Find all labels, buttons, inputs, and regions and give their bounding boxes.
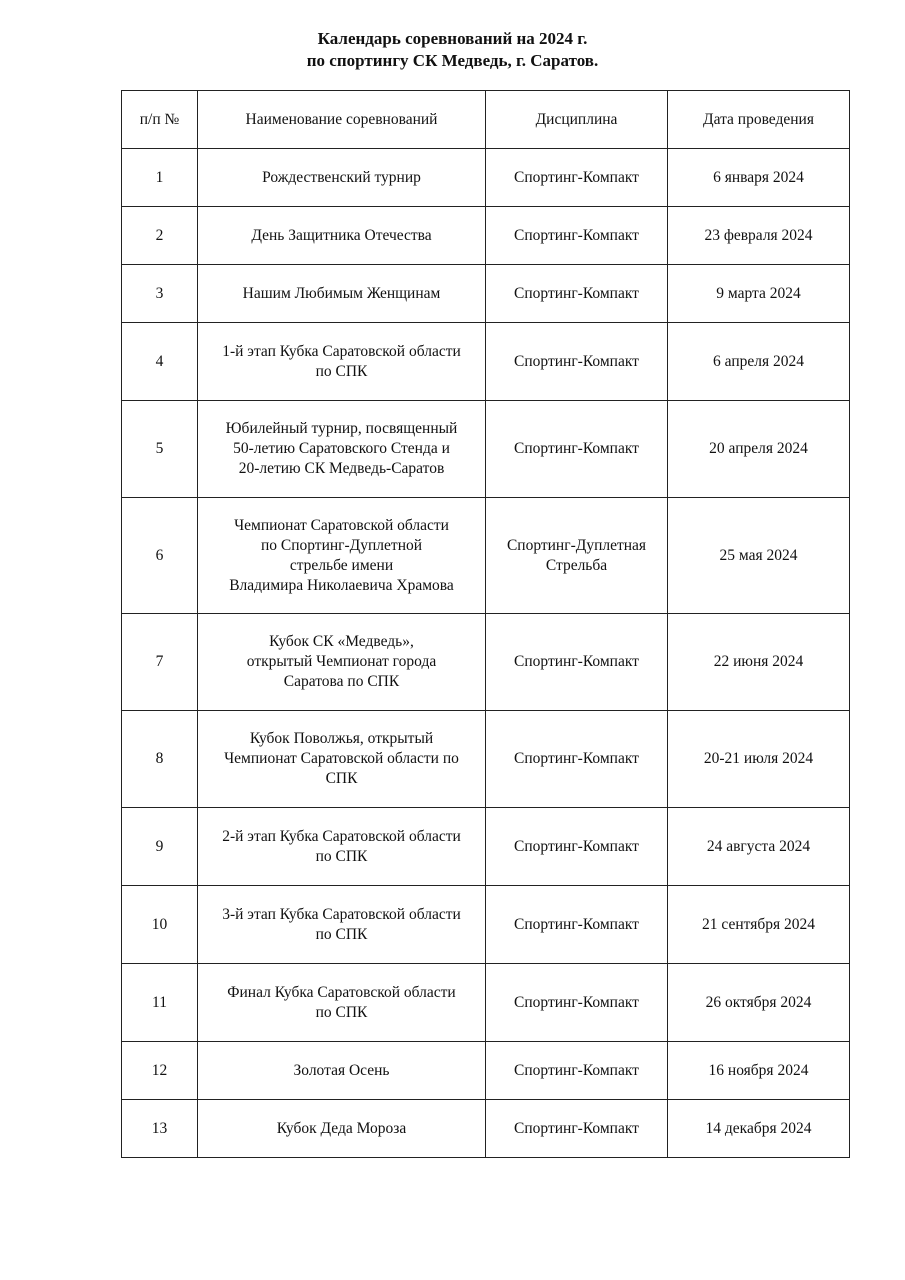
row-name-text: Кубок Поволжья, открытый Чемпионат Саратовской области по СПК (224, 730, 459, 787)
title-line-2: по спортингу СК Медведь, г. Саратов. (306, 51, 599, 70)
table-row (122, 149, 850, 207)
row-num: 8 (122, 711, 198, 808)
row-discipline (486, 1042, 668, 1100)
table-row (122, 1100, 850, 1158)
row-discipline-text: Спортинг-Компакт (514, 750, 639, 767)
row-date: 23 февраля 2024 (668, 207, 850, 265)
row-date: 26 октября 2024 (668, 964, 850, 1042)
table-row (122, 498, 850, 614)
row-num: 1 (122, 149, 198, 207)
row-num: 12 (122, 1042, 198, 1100)
row-name-text: Рождественский турнир (262, 168, 421, 186)
row-discipline (486, 964, 668, 1042)
row-date: 25 мая 2024 (668, 498, 850, 614)
row-date: 6 января 2024 (668, 149, 850, 207)
row-discipline (486, 1100, 668, 1158)
row-name-text: Золотая Осень (293, 1061, 390, 1079)
row-discipline-text: Спортинг-Компакт (514, 440, 639, 457)
table-row (122, 964, 850, 1042)
row-name-text: Нашим Любимым Женщинам (242, 284, 441, 302)
row-name (198, 614, 486, 711)
row-name (198, 401, 486, 498)
document-title (0, 28, 905, 72)
table-row (122, 1042, 850, 1100)
header-date: Дата проведения (668, 91, 850, 149)
row-discipline (486, 265, 668, 323)
row-name (198, 964, 486, 1042)
row-name-text: Кубок СК «Медведь», открытый Чемпионат города Саратова по СПК (246, 633, 437, 690)
row-name (198, 1100, 486, 1158)
row-discipline (486, 323, 668, 401)
row-discipline-text: Спортинг-Компакт (514, 993, 639, 1011)
row-discipline-text: Спортинг-Компакт (514, 1061, 639, 1079)
row-name (198, 149, 486, 207)
row-discipline-text: Спортинг-Дуплетная Стрельба (506, 536, 647, 574)
table-row (122, 265, 850, 323)
row-discipline (486, 149, 668, 207)
table-row (122, 207, 850, 265)
row-discipline-text: Спортинг-Компакт (514, 653, 639, 670)
row-name (198, 265, 486, 323)
header-name: Наименование соревнований (198, 91, 486, 149)
row-name-text: Чемпионат Саратовской области по Спортинг-Дуплетной стрельбе имени Владимира Николаевича Храмова (229, 516, 454, 594)
row-name-text: 1-й этап Кубка Саратовской области по СПК (222, 342, 461, 380)
table-row (122, 323, 850, 401)
row-num: 2 (122, 207, 198, 265)
row-name-text: Кубок Деда Мороза (276, 1119, 407, 1137)
row-name-text: Юбилейный турнир, посвященный 50-летию Саратовского Стенда и 20-летию СК Медведь-Саратов (225, 420, 458, 477)
table-row (122, 886, 850, 964)
row-num: 13 (122, 1100, 198, 1158)
row-date: 20 апреля 2024 (668, 401, 850, 498)
row-num: 11 (122, 964, 198, 1042)
row-name (198, 207, 486, 265)
row-discipline (486, 207, 668, 265)
row-num: 5 (122, 401, 198, 498)
row-date: 14 декабря 2024 (668, 1100, 850, 1158)
row-name (198, 808, 486, 886)
row-discipline (486, 808, 668, 886)
row-date: 24 августа 2024 (668, 808, 850, 886)
row-num: 3 (122, 265, 198, 323)
row-name-text: Финал Кубка Саратовской области по СПК (227, 983, 456, 1021)
row-discipline (486, 711, 668, 808)
row-date: 22 июня 2024 (668, 614, 850, 711)
row-num: 6 (122, 498, 198, 614)
row-num: 4 (122, 323, 198, 401)
row-date: 21 сентября 2024 (668, 886, 850, 964)
header-num: п/п № (122, 91, 198, 149)
row-name-text: День Защитника Отечества (251, 226, 432, 244)
table-row (122, 808, 850, 886)
row-date: 20-21 июля 2024 (668, 711, 850, 808)
row-date: 16 ноября 2024 (668, 1042, 850, 1100)
row-date: 9 марта 2024 (668, 265, 850, 323)
row-name (198, 498, 486, 614)
row-name-text: 2-й этап Кубка Саратовской области по СПК (222, 827, 461, 865)
title-line-1: Календарь соревнований на 2024 г. (317, 29, 588, 48)
row-date: 6 апреля 2024 (668, 323, 850, 401)
row-name (198, 886, 486, 964)
row-discipline (486, 401, 668, 498)
table-header-row (122, 91, 850, 149)
row-name (198, 711, 486, 808)
row-discipline-text: Спортинг-Компакт (514, 352, 639, 370)
row-num: 9 (122, 808, 198, 886)
table-row (122, 401, 850, 498)
row-discipline-text: Спортинг-Компакт (514, 915, 639, 933)
row-num: 7 (122, 614, 198, 711)
row-discipline (486, 886, 668, 964)
row-num: 10 (122, 886, 198, 964)
row-discipline-text: Спортинг-Компакт (514, 168, 639, 186)
row-discipline (486, 614, 668, 711)
header-discipline: Дисциплина (486, 91, 668, 149)
row-discipline-text: Спортинг-Компакт (514, 284, 639, 302)
table-row (122, 711, 850, 808)
table-row (122, 614, 850, 711)
row-name (198, 323, 486, 401)
row-discipline (486, 498, 668, 614)
row-discipline-text: Спортинг-Компакт (514, 837, 639, 855)
row-name (198, 1042, 486, 1100)
row-discipline-text: Спортинг-Компакт (514, 1119, 639, 1137)
row-discipline-text: Спортинг-Компакт (514, 226, 639, 244)
row-name-text: 3-й этап Кубка Саратовской области по СПК (222, 905, 461, 943)
competition-calendar-table (121, 90, 850, 1158)
